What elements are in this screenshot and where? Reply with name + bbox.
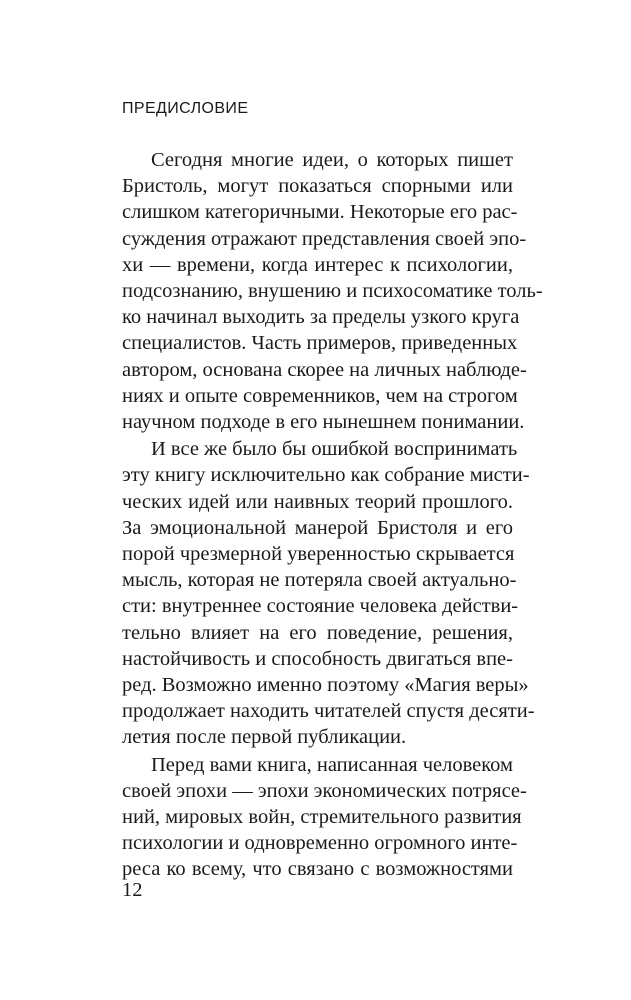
- text-line: суждения отражают представления своей эпо-: [122, 227, 527, 250]
- page-number: 12: [122, 879, 143, 901]
- text-line: продолжает находить читателей спустя десяти-: [122, 700, 535, 723]
- text-line: Бристоль, могут показаться спорными или: [122, 175, 513, 198]
- text-line: подсознанию, внушению и психосоматике толь-: [122, 280, 543, 303]
- text-line: реса ко всему, что связано с возможностями: [122, 858, 513, 881]
- text-line: ниях и опыте современников, чем на строгом: [122, 384, 518, 407]
- text-line: специалистов. Часть примеров, приведенных: [122, 332, 518, 355]
- text-line: За эмоциональной манерой Бристоля и его: [122, 516, 513, 539]
- text-line: психологии и одновременно огромного инте-: [122, 832, 518, 855]
- text-line: настойчивость и способность двигаться впе-: [122, 647, 513, 670]
- text-line: ко начинал выходить за пределы узкого круга: [122, 306, 520, 329]
- paragraph-2: [122, 436, 535, 750]
- text-line: тельно влияет на его поведение, решения,: [122, 621, 513, 644]
- running-head: ПРЕДИСЛОВИЕ: [122, 100, 249, 117]
- text-line: порой чрезмерной уверенностью скрывается: [122, 543, 515, 566]
- paragraph-1: [122, 147, 543, 435]
- text-line: сти: внутреннее состояние человека действи-: [122, 595, 519, 618]
- text-line: ний, мировых войн, стремительного развития: [122, 806, 522, 829]
- text-line: И все же было бы ошибкой воспринимать: [151, 438, 518, 461]
- body-text: [122, 147, 543, 884]
- text-line: автором, основана скорее на личных наблюде-: [122, 358, 527, 381]
- paragraph-3: [122, 752, 527, 883]
- text-line: своей эпохи — эпохи экономических потрясе-: [122, 779, 527, 802]
- text-line: ческих идей или наивных теорий прошлого.: [122, 490, 513, 513]
- text-line: ред. Возможно именно поэтому «Магия веры»: [122, 674, 529, 697]
- text-line: эту книгу исключительно как собрание мисти-: [122, 464, 530, 487]
- text-line: слишком категоричными. Некоторые его рас-: [122, 201, 518, 224]
- text-line: летия после первой публикации.: [122, 726, 407, 749]
- text-line: Сегодня многие идеи, о которых пишет: [151, 149, 513, 171]
- text-line: Перед вами книга, написанная человеком: [151, 753, 513, 776]
- text-line: мысль, которая не потеряла своей актуально-: [122, 569, 517, 592]
- text-line: хи — времени, когда интерес к психологии,: [122, 253, 513, 276]
- text-line: научном подходе в его нынешнем понимании.: [122, 411, 525, 434]
